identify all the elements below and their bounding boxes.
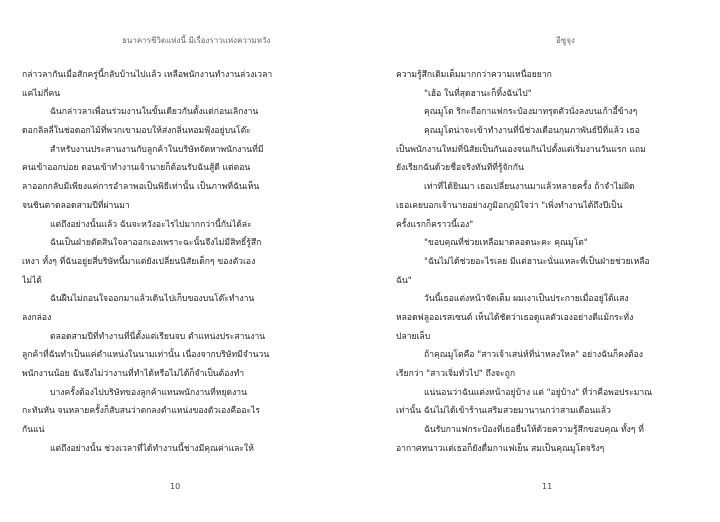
text-line: ดอกลิลลี่ในช่อดอกไม้ที่พวกเขามอบให้ส่งกลิ่นหอมฟุ้งอยู่บนโต๊ะ	[22, 126, 251, 137]
page-body	[396, 66, 706, 458]
text-line: จนชินตาตลอดสามปีที่ผ่านมา	[22, 200, 130, 211]
text-line: แค่ไม่กี่คน	[22, 88, 61, 99]
text-line: ถ้าคุณมูโตคือ "สาวเจ้าเสน่ห์ที่น่าหลงใหล" อย่างฉันก็คงต้อง	[424, 350, 643, 361]
text-line: "เฮ้อ ในที่สุดฮานะก็ทิ้งฉันไป"	[424, 88, 532, 99]
text-line: แต่ถึงอย่างนั้น ช่วงเวลาที่ได้ทำงานนี้ช่างมีคุณค่าและให้	[50, 443, 254, 454]
text-line: เธอเคยบอกเจ้านายอย่างภูมิอกภูมิใจว่า "เพิ่งทำงานได้ถึงปีเป็น	[396, 200, 623, 211]
text-line: เท่านั้น ฉันไม่ได้เข้าร้านเสริมสวยมานานกว่าสามเดือนแล้ว	[396, 406, 611, 417]
text-line: ฉันฝืนไม่ถอนใจออกมาแล้วเดินไปเก็บของบนโต๊ะทำงาน	[50, 294, 255, 305]
text-line: คุณมูโต ริกะถือกาแฟกระป๋องมาทรุดตัวนั่งลงบนเก้าอี้ข้างๆ	[424, 107, 638, 118]
text-line: บางครั้งต้องไปบริษัทของลูกค้าแทนพนักงานที่หยุดงาน	[50, 387, 247, 398]
right-page	[396, 0, 706, 522]
text-line: เหงา ทั้งๆ ที่ฉันอยู่ยสี่บริษัทนี้มาแต่ยังเปลี่ยนนิสัยเด็กๆ ของตัวเอง	[22, 256, 256, 267]
page-body	[22, 66, 352, 458]
text-line: หลอดฟลูออเรสเซนต์ เห็นได้ชัดว่าเธอดูแลตัวเองอย่างดีแม้กระทั่ง	[396, 312, 634, 323]
text-line: ไม่ได้	[22, 275, 42, 286]
text-line: "ขอบคุณที่ช่วยเหลือมาตลอดนะคะ คุณมูโต"	[424, 238, 588, 249]
text-line: ฉันกล่าวลาเพื่อนร่วมงานในขั้นเดียวกันตั้งแต่ก่อนเลิกงาน	[50, 107, 259, 118]
text-line: กันแน่	[22, 425, 45, 436]
text-line: ลูกค้าที่ฉันทำเป็นแค่ตำแหน่งในนามเท่านั้น เนื่องจากบริษัทมีจำนวน	[22, 350, 270, 361]
text-line: วันนี้เธอแต่งหน้าจัดเต็ม ผมเงาเป็นประกายเมื่ออยู่ใต้แสง	[424, 294, 629, 305]
text-line: กะทันหัน จนหลายครั้งก็สับสนว่าตกลงตำแหน่งของตัวเองคืออะไร	[22, 406, 261, 417]
text-line: เป็นพนักงานใหม่ที่นิสัยเป็นกันเองจนเกินไปตั้งแต่เริ่มงานวันแรก แถม	[396, 144, 646, 155]
text-line: ยังเรียกฉันด้วยชื่อจริงทันทีที่รู้จักกัน	[396, 163, 524, 174]
text-line: ลาออกกลับมีเพียงแค่การอำลาพอเป็นพิธีเท่านั้น เป็นภาพที่ฉันเห็น	[22, 182, 260, 193]
left-page	[22, 0, 352, 522]
text-line: คุณมูโตน่าจะเข้าทำงานที่นี่ช่วงเดือนกุมภาพันธ์ปีที่แล้ว เธอ	[424, 126, 640, 137]
page-number: 10	[170, 482, 181, 491]
running-header: อีซูจุง	[556, 36, 575, 45]
text-line: ฉัน"	[396, 275, 412, 286]
text-line: คนเข้าออกบ่อย ตอนเข้าทำงานเจ้านายก็ต้อนรับฉันสู้ดี แต่ตอน	[22, 163, 251, 174]
text-line: พนักงานน้อย ฉันจึงไม่ว่างานที่ทำได้หรือไม่ได้ก็จำเป็นต้องทำ	[22, 369, 245, 379]
text-line: ฉันรับกาแฟกระป๋องที่เธอยื่นให้ด้วยความรู้สึกขอบคุณ ทั้งๆ ที่	[424, 425, 644, 436]
page-number: 11	[542, 482, 553, 491]
text-line: เท่าที่ได้ยินมา เธอเปลี่ยนงานมาแล้วหลายครั้ง ถ้าจำไม่ผิด	[424, 182, 635, 193]
text-line: ครั้งแรกก็คราวนี้เอง"	[396, 219, 474, 230]
text-line: แต่ถึงอย่างนั้นแล้ว ฉันจะหวังอะไรไปมากกว่านี้กันได้ล่ะ	[50, 219, 252, 230]
running-header: ธนาคารชีวิตแห่งนี้ มีเรื่องราวแห่งความหวัง	[122, 36, 271, 45]
text-line: สำหรับงานประสานงานกับลูกค้าในบริษัทจัดหาพนักงานที่มี	[50, 144, 264, 155]
text-line: แน่นอนว่าฉันแต่งหน้าอยู่บ้าง แต่ "อยู่บ้าง" ที่ว่าคือพอประมาณ	[424, 387, 653, 398]
text-line: อากาศหนาวแต่เธอก็ยังดื่มกาแฟเย็น สมเป็นคุณมูโตจริงๆ	[396, 443, 605, 454]
text-line: "ฉันไม่ได้ช่วยอะไรเลย มีแต่ฮานะนั่นแหละที่เป็นฝ่ายช่วยเหลือ	[424, 256, 650, 267]
text-line: ฉันเป็นฝ่ายตัดสินใจลาออกเองเพราะฉะนั้นจึงไม่มีสิทธิ์รู้สึก	[50, 238, 262, 249]
text-line: กล่าวลากันเมื่อสักครู่นี้กลับบ้านไปแล้ว เหลือพนักงานทำงานล่วงเวลา	[22, 70, 273, 80]
text-line: ความรู้สึกเติมเต็มมากกว่าความเหนื่อยยาก	[396, 70, 552, 80]
text-line: ลงกล่อง	[22, 312, 52, 323]
text-line: ปลายเล็บ	[396, 331, 431, 342]
text-line: เรียกว่า "สาวเจิ่มทั่วไป" ถึงจะถูก	[396, 369, 516, 379]
text-line: ตลอดสามปีที่ทำงานที่นี่ตั้งแต่เรียนจบ ตำแหน่งประสานงาน	[50, 331, 266, 342]
